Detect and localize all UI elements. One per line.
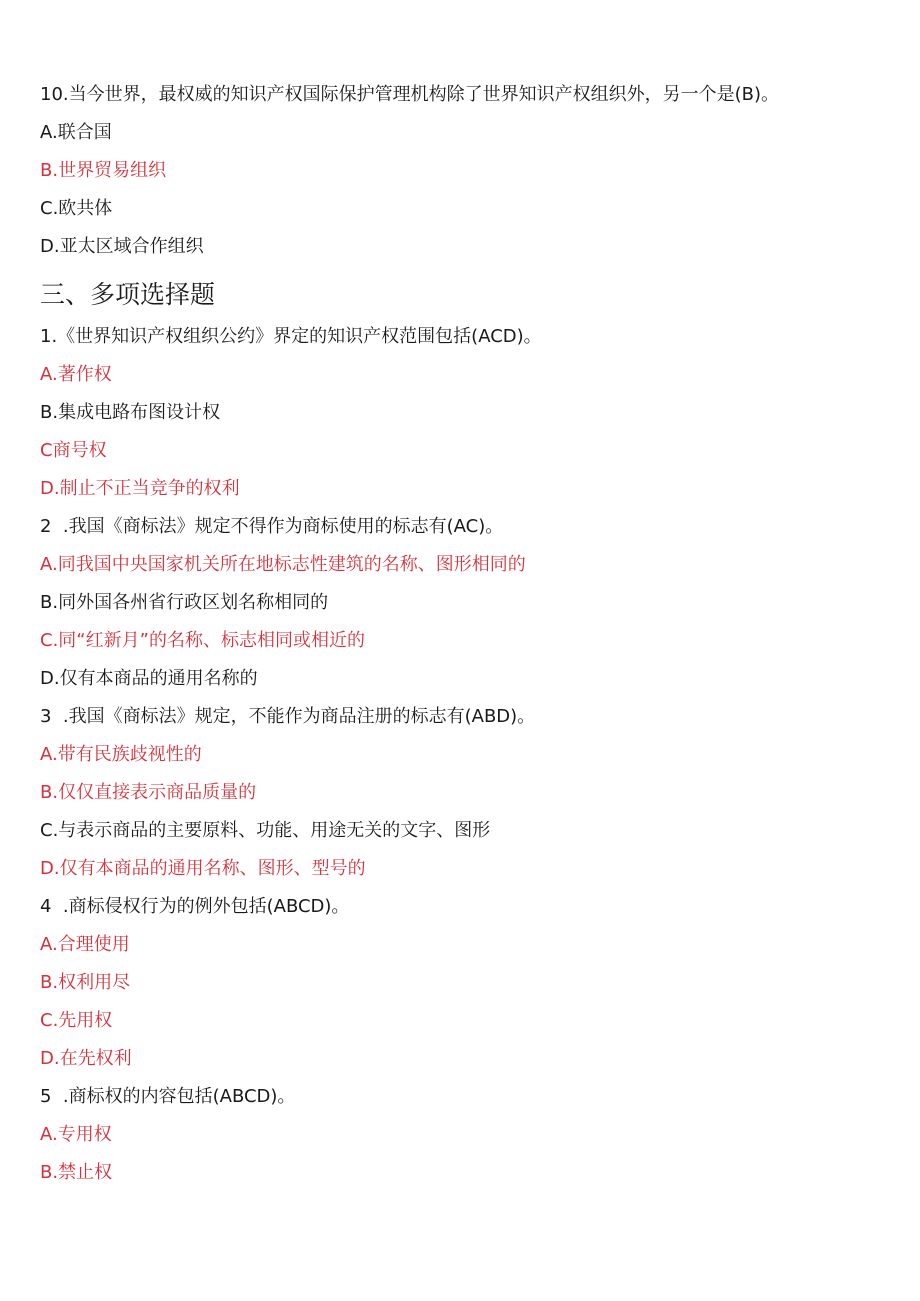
section-heading: 三、多项选择题: [40, 280, 216, 309]
question-3-option-c: C.与表示商品的主要原料、功能、用途无关的文字、图形: [40, 820, 491, 841]
question-1-option-c: C商号权: [40, 440, 107, 461]
question-10-option-a: A.联合国: [40, 122, 112, 143]
question-2-text: 2 .我国《商标法》规定不得作为商标使用的标志有(AC)。: [40, 516, 504, 537]
question-5-text: 5 .商标权的内容包括(ABCD)。: [40, 1086, 296, 1107]
question-4-option-b: B.权利用尽: [40, 972, 131, 993]
question-2-option-b: B.同外国各州省行政区划名称相同的: [40, 592, 329, 613]
question-2-option-a: A.同我国中央国家机关所在地标志性建筑的名称、图形相同的: [40, 554, 526, 575]
question-2-option-d: D.仅有本商品的通用名称的: [40, 668, 258, 689]
question-5-option-b: B.禁止权: [40, 1162, 113, 1183]
question-4-option-a: A.合理使用: [40, 934, 130, 955]
question-3-option-d: D.仅有本商品的通用名称、图形、型号的: [40, 858, 366, 879]
question-10-option-d: D.亚太区域合作组织: [40, 236, 204, 257]
question-10-option-c: C.欧共体: [40, 198, 113, 219]
question-1-option-a: A.著作权: [40, 364, 112, 385]
question-3-option-b: B.仅仅直接表示商品质量的: [40, 782, 257, 803]
question-1-option-d: D.制止不正当竞争的权利: [40, 478, 240, 499]
question-10-text: 10.当今世界，最权威的知识产权国际保护管理机构除了世界知识产权组织外，另一个是(B)。: [40, 84, 780, 105]
question-3-option-a: A.带有民族歧视性的: [40, 744, 202, 765]
question-1-text: 1.《世界知识产权组织公约》界定的知识产权范围包括(ACD)。: [40, 326, 542, 347]
question-5-option-a: A.专用权: [40, 1124, 112, 1145]
question-4-option-c: C.先用权: [40, 1010, 113, 1031]
document-page: [40, 76, 880, 1192]
question-1-option-b: B.集成电路布图设计权: [40, 402, 221, 423]
question-10-option-b: B.世界贸易组织: [40, 160, 167, 181]
question-4-text: 4 .商标侵权行为的例外包括(ABCD)。: [40, 896, 350, 917]
question-2-option-c: C.同“红新月”的名称、标志相同或相近的: [40, 630, 365, 651]
question-4-option-d: D.在先权利: [40, 1048, 132, 1069]
question-3-text: 3 .我国《商标法》规定，不能作为商品注册的标志有(ABD)。: [40, 706, 536, 727]
